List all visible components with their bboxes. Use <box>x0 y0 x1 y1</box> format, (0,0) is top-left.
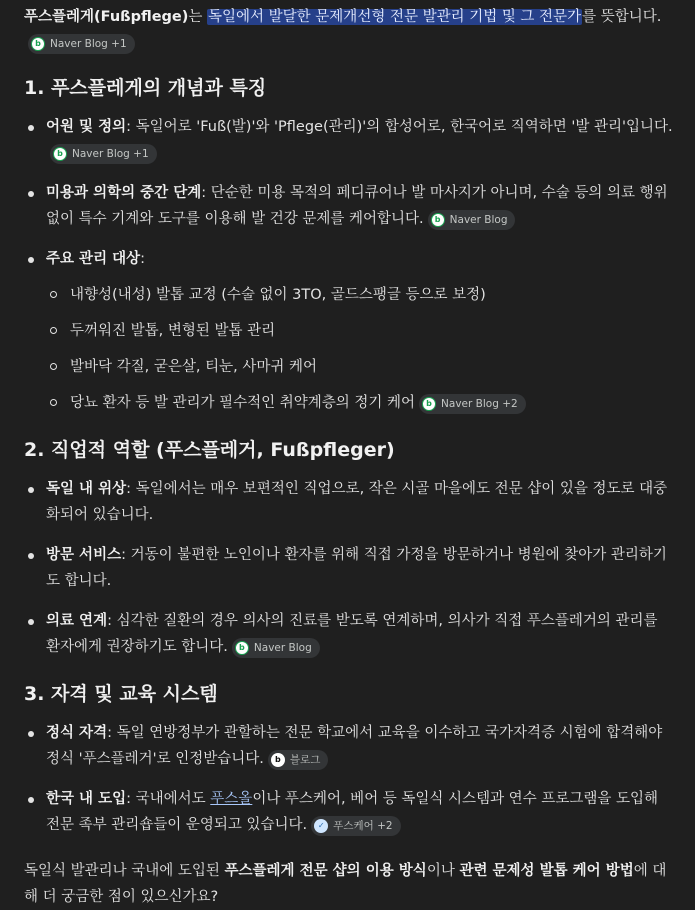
sub-list-item <box>46 354 673 380</box>
naver-blog-icon: b <box>431 213 445 227</box>
chip-label: Naver Blog +1 <box>50 38 127 50</box>
sub-item-text: 당뇨 환자 등 발 관리가 필수적인 취약계층의 정기 케어 <box>70 395 416 411</box>
chip-label: Naver Blog +2 <box>441 398 518 410</box>
section-title: 1. 푸스플레게의 개념과 특징 <box>24 77 267 99</box>
intro-highlight: 독일에서 발달한 문제개선형 전문 발관리 기법 및 그 전문가 <box>208 9 582 25</box>
list-item <box>24 476 673 528</box>
outro-text: 독일식 발관리나 국내에 도입된 <box>24 863 225 879</box>
item-text: 이나 푸스케어, 베어 등 독일식 시스템과 연수 프로그램을 도입해 전문 족부 관리숍들이 운영되고 있습니다. <box>46 791 658 833</box>
item-text: : 독일에서는 매우 보편적인 직업으로, 작은 시골 마을에도 전문 샵이 있을 정도로 대중화되어 있습니다. <box>46 481 668 523</box>
item-label: 어원 및 정의 <box>46 119 127 135</box>
item-text: : 독일 연방정부가 관할하는 전문 학교에서 교육을 이수하고 국가자격증 시험에 합격해야 정식 '푸스플레거'로 인정받습니다. <box>46 725 663 767</box>
section-3 <box>24 680 673 838</box>
fusscare-icon: ✓ <box>314 819 328 833</box>
source-chip-intro[interactable] <box>28 34 135 54</box>
source-chip[interactable] <box>50 144 157 164</box>
sub-list-item <box>46 390 673 416</box>
list-item <box>24 608 673 660</box>
chip-label: Naver Blog <box>253 642 312 654</box>
naver-blog-icon: b <box>422 397 436 411</box>
source-chip[interactable] <box>419 394 526 414</box>
item-label: 의료 연계 <box>46 613 108 629</box>
sub-list-item <box>46 318 673 344</box>
outro-text: 에 대해 더 궁금한 점이 있으신가요? <box>24 863 667 905</box>
item-text: : 국내에서도 <box>126 791 211 807</box>
naver-blog-icon: b <box>53 147 67 161</box>
list-item <box>24 786 673 838</box>
list-item <box>24 180 673 232</box>
item-text: : 거동이 불편한 노인이나 환자를 위해 직접 가정을 방문하거나 병원에 찾아가 관리하기도 합니다. <box>46 547 667 589</box>
naver-blog-icon: b <box>235 641 249 655</box>
chip-label: 푸스케어 +2 <box>333 820 393 832</box>
source-chip[interactable] <box>311 816 400 836</box>
outro-text: 이나 <box>426 863 460 879</box>
sub-item-text: 발바닥 각질, 굳은살, 티눈, 사마귀 케어 <box>70 359 317 375</box>
chip-label: Naver Blog +1 <box>72 148 149 160</box>
section-1 <box>24 74 673 416</box>
sub-list-item <box>46 282 673 308</box>
section-2 <box>24 436 673 660</box>
source-chip[interactable] <box>232 638 320 658</box>
item-label: 주요 관리 대상 <box>46 251 141 267</box>
sub-list <box>46 282 673 416</box>
chip-label: 블로그 <box>289 754 321 766</box>
source-chip[interactable] <box>268 750 328 770</box>
list-item <box>24 114 673 166</box>
outro-bold: 푸스플레게 전문 샵의 이용 방식 <box>224 863 427 879</box>
item-label: 한국 내 도입 <box>46 791 127 807</box>
item-text: : 독일어로 'Fuß(발)'와 'Pflege(관리)'의 합성어로, 한국어로 직역하면 '발 관리'입니다. <box>126 119 673 135</box>
section-title: 2. 직업적 역할 (푸스플레거, Fußpfleger) <box>24 439 395 461</box>
item-text: : 심각한 질환의 경우 의사의 진료를 받도록 연계하며, 의사가 직접 푸스플레거의 관리를 환자에게 권장하기도 합니다. <box>46 613 658 655</box>
source-chip[interactable] <box>428 210 516 230</box>
chip-label: Naver Blog <box>449 214 508 226</box>
naver-blog-icon: b <box>31 37 45 51</box>
closing-question <box>24 858 673 910</box>
item-label: 미용과 의학의 중간 단계 <box>46 185 202 201</box>
intro-text-2: 를 뜻합니다. <box>582 9 662 25</box>
list-item <box>24 720 673 772</box>
intro-text-1: 는 <box>188 9 208 25</box>
item-label: 방문 서비스 <box>46 547 122 563</box>
section-title: 3. 자격 및 교육 시스템 <box>24 683 218 705</box>
list-item <box>24 542 673 594</box>
item-text: : 단순한 미용 목적의 페디큐어나 발 마사지가 아니며, 수술 등의 의료 행위 없이 특수 기계와 도구를 이용해 발 건강 문제를 케어합니다. <box>46 185 668 227</box>
intro-term: 푸스플레게(Fußpflege) <box>24 9 189 25</box>
item-label: 독일 내 위상 <box>46 481 127 497</box>
outro-bold: 관련 문제성 발톱 케어 방법 <box>459 863 634 879</box>
sub-item-text: 내향성(내성) 발톱 교정 (수술 없이 3TO, 골드스팽글 등으로 보정) <box>70 287 486 303</box>
sub-item-text: 두꺼워진 발톱, 변형된 발톱 관리 <box>70 323 276 339</box>
fussall-link[interactable]: 푸스올 <box>210 791 253 807</box>
intro-paragraph <box>24 4 673 56</box>
item-label: 정식 자격 <box>46 725 108 741</box>
list-item <box>24 246 673 416</box>
blog-icon: b <box>271 753 285 767</box>
item-text: : <box>140 251 146 267</box>
